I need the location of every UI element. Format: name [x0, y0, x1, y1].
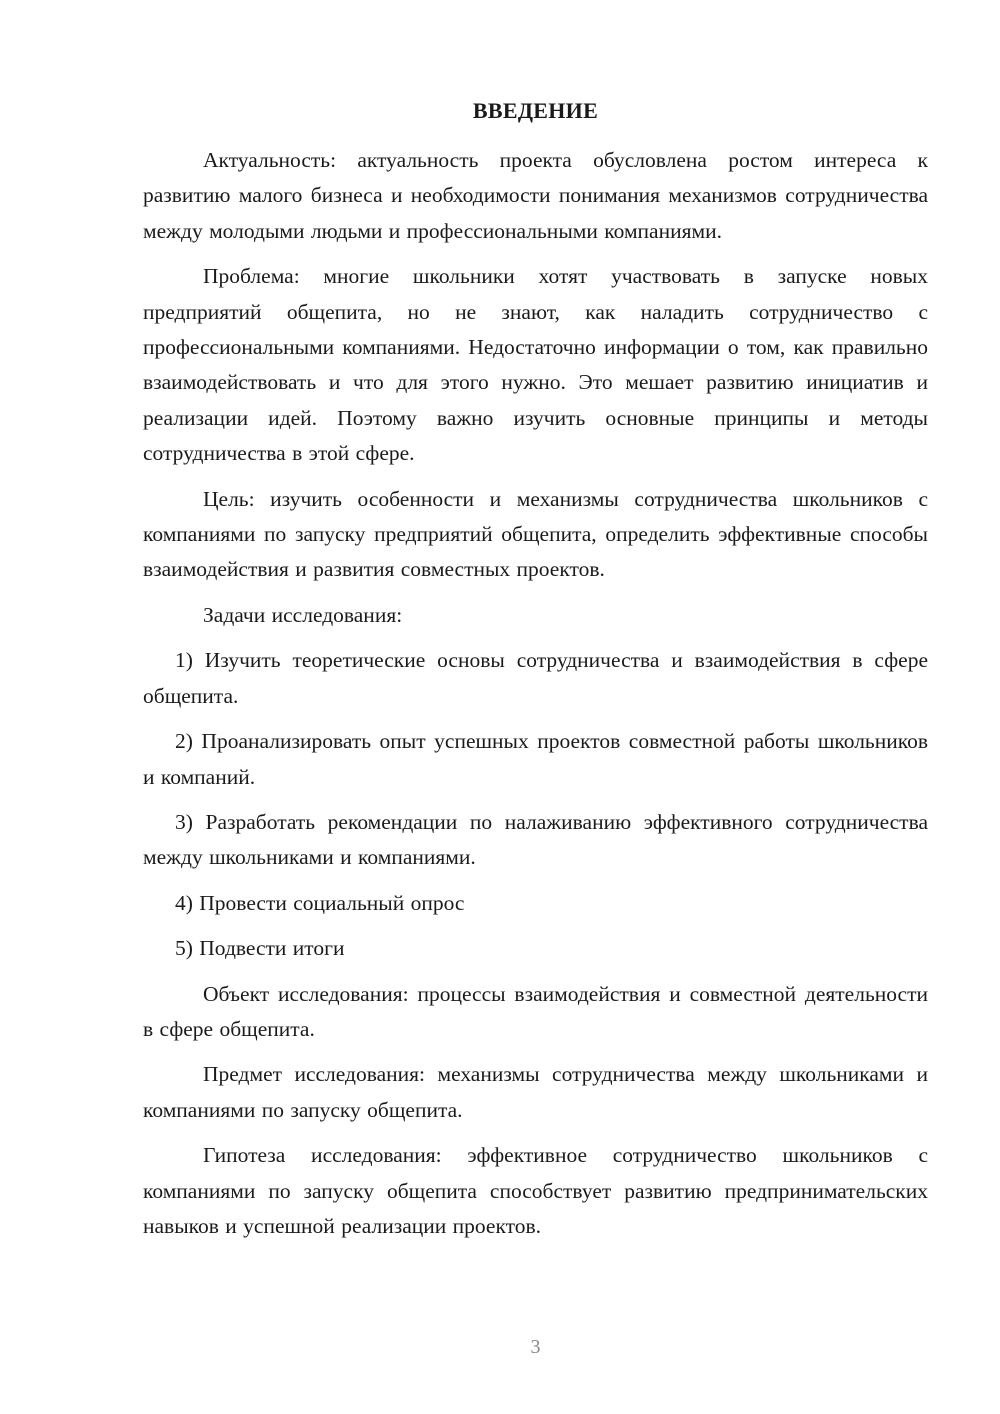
- page-title: ВВЕДЕНИЕ: [472, 98, 599, 123]
- paragraph-problem: Проблема: многие школьники хотят участвовать в запуске новых предприятий общепита, но не знают, как наладить сотрудничество с профессиональными компаниями. Недостаточно информации о том, как правильно взаимодействовать и что для этого нужно. Это мешает развитию инициатив и реализации идей. Поэтому важно изучить основные принципы и методы сотрудничества в этой сфере.: [143, 264, 928, 466]
- document-body: [143, 143, 928, 1254]
- paragraph-object: Объект исследования: процессы взаимодействия и совместной деятельности в сфере общепита.: [143, 981, 928, 1041]
- paragraph-relevance: Актуальность: актуальность проекта обусловлена ростом интереса к развитию малого бизнеса и необходимости понимания механизмов сотрудничества между молодыми людьми и профессиональными компаниями.: [143, 148, 928, 243]
- paragraph-subject: Предмет исследования: механизмы сотрудничества между школьниками и компаниями по запуску общепита.: [143, 1062, 928, 1122]
- task-item-3: 3) Разработать рекомендации по налаживанию эффективного сотрудничества между школьниками и компаниями.: [143, 809, 928, 870]
- tasks-heading: Задачи исследования:: [203, 602, 403, 627]
- task-item-5: 5) Подвести итоги: [175, 936, 345, 961]
- page-number: 3: [530, 1336, 541, 1358]
- task-item-2: 2) Проанализировать опыт успешных проектов совместной работы школьников и компаний.: [143, 729, 928, 789]
- paragraph-goal: Цель: изучить особенности и механизмы сотрудничества школьников с компаниями по запуску предприятий общепита, определить эффективные способы взаимодействия и развития совместных проектов.: [143, 486, 928, 582]
- task-item-4: 4) Провести социальный опрос: [175, 890, 465, 915]
- task-item-1: 1) Изучить теоретические основы сотрудничества и взаимодействия в сфере общепита.: [143, 648, 928, 708]
- paragraph-hypothesis: Гипотеза исследования: эффективное сотрудничество школьников с компаниями по запуску общепита способствует развитию предпринимательских навыков и успешной реализации проектов.: [143, 1143, 928, 1238]
